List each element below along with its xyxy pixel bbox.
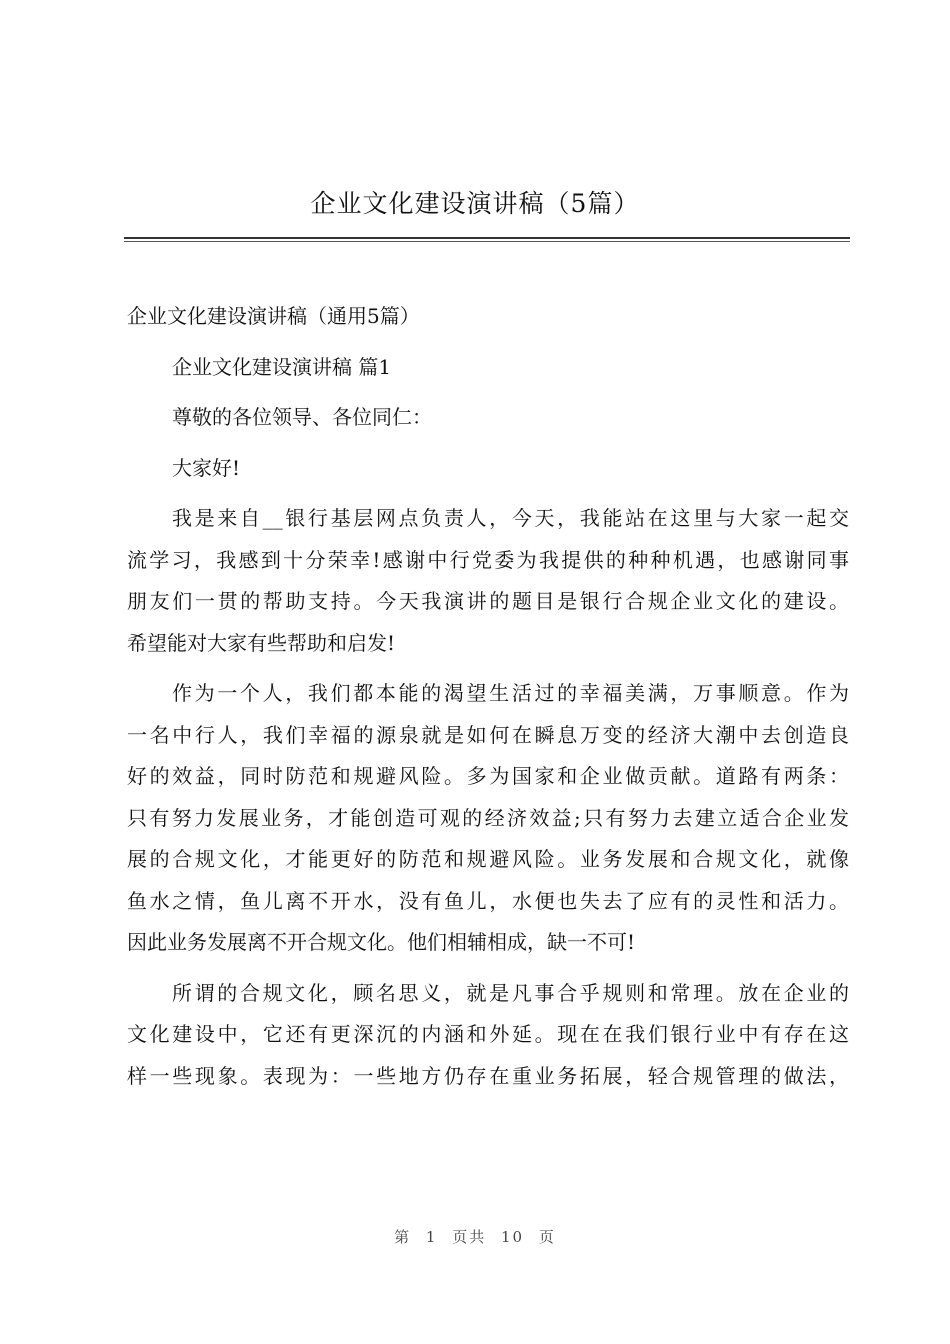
page-footer [0,1226,950,1247]
paragraph-line: 样一些现象。表现为：一些地方仍存在重业务拓展，轻合规管理的做法， [127,1063,849,1088]
document-body [127,296,849,1097]
greeting-line: 大家好! [172,455,241,480]
paragraph-line: 好的效益，同时防范和规避风险。多为国家和企业做贡献。道路有两条： [127,764,849,788]
footer-prefix: 第 [394,1228,412,1246]
footer-page-number: 1 [425,1228,438,1246]
document-title: 企业文化建设演讲稿（5篇） [310,189,640,218]
paragraph-line: 朋友们一贯的帮助支持。今天我演讲的题目是银行合规企业文化的建设。 [127,589,849,613]
paragraph-line: 我是来自__银行基层网点负责人，今天，我能站在这里与大家一起交 [172,506,849,530]
paragraph-line: 因此业务发展离不开合规文化。他们相辅相成，缺一不可! [127,930,636,954]
subtitle-line: 企业文化建设演讲稿（通用5篇） [127,304,420,328]
paragraph-line: 作为一个人，我们都本能的渴望生活过的幸福美满，万事顺意。作为 [172,681,849,705]
paragraph-line: 文化建设中，它还有更深沉的内涵和外延。现在在我们银行业中有存在这 [127,1022,849,1046]
section-heading: 企业文化建设演讲稿 篇1 [172,354,392,379]
paragraph-line: 所谓的合规文化，顾名思义，就是凡事合乎规则和常理。放在企业的 [172,980,849,1005]
paragraph-line: 鱼水之情，鱼儿离不开水，没有鱼儿，水便也失去了应有的灵性和活力。 [127,888,849,913]
paragraph-line: 一名中行人，我们幸福的源泉就是如何在瞬息万变的经济大潮中去创造良 [127,722,849,747]
title-divider [124,237,850,239]
paragraph-line: 只有努力发展业务，才能创造可观的经济效益;只有努力去建立适合企业发 [127,805,849,830]
paragraph-line: 希望能对大家有些帮助和启发! [127,630,396,655]
footer-total-pages: 10 [501,1228,525,1246]
salutation-line: 尊敬的各位领导、各位同仁： [172,405,432,429]
paragraph-line: 展的合规文化，才能更好的防范和规避风险。业务发展和合规文化，就像 [127,847,849,871]
title-divider-thin [124,241,850,242]
footer-suffix: 页 [538,1228,556,1246]
paragraph-line: 流学习，我感到十分荣幸!感谢中行党委为我提供的种种机遇，也感谢同事 [127,547,849,572]
footer-middle: 页共 [452,1228,487,1246]
